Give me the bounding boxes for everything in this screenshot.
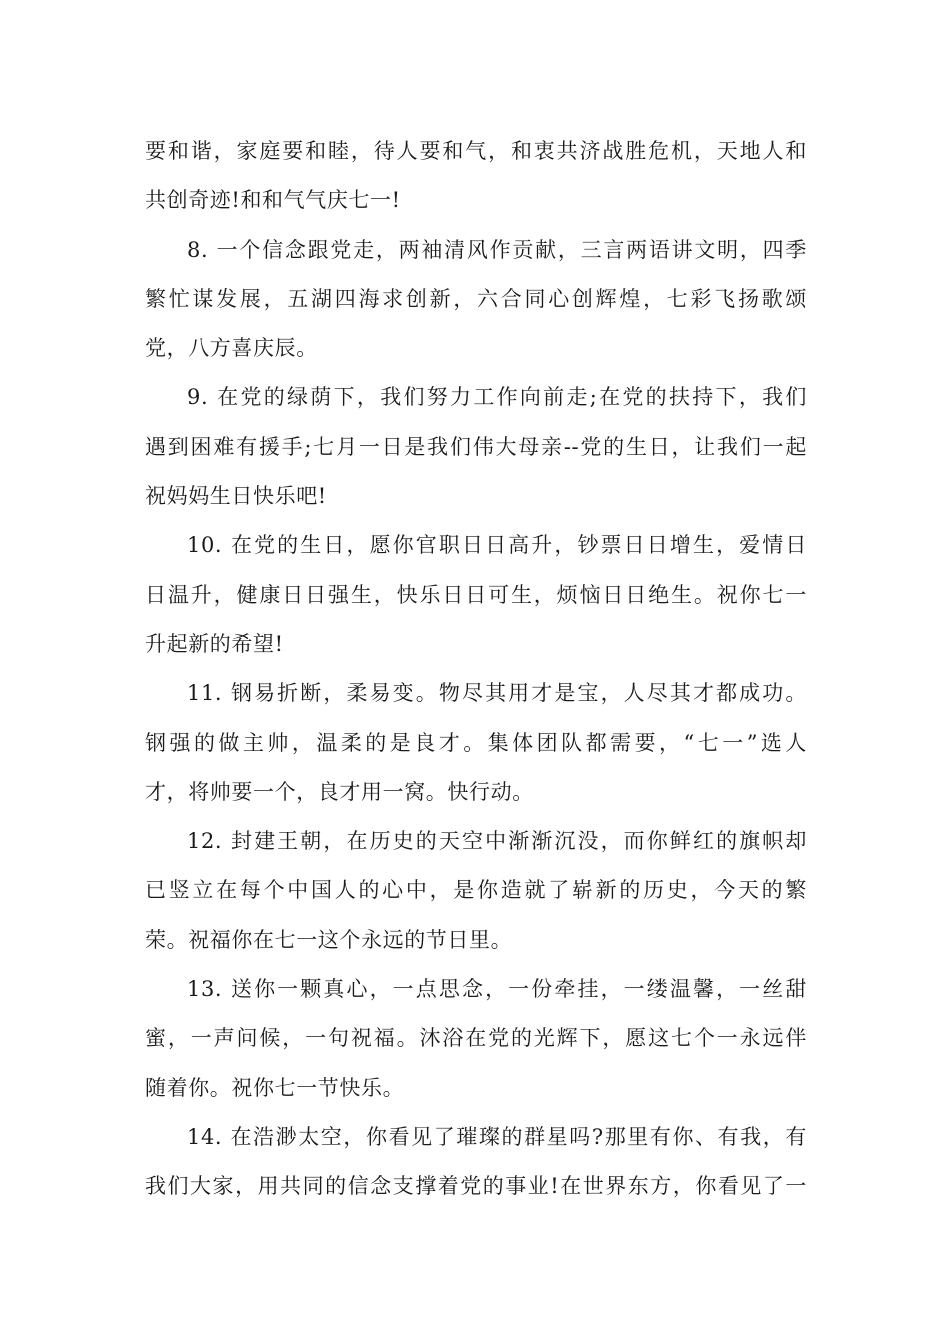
text-line: 我们大家，用共同的信念支撑着党的事业!在世界东方，你看见了一 [145,1174,807,1199]
text-line: 共创奇迹!和和气气庆七一! [145,188,401,213]
paragraph [145,521,807,669]
text-line: 随着你。祝你七一节快乐。 [145,1075,405,1100]
text-line: 9. 在党的绿荫下，我们努力工作向前走;在党的扶持下，我们 [187,385,807,410]
text-line: 12. 封建王朝，在历史的天空中渐渐沉没，而你鲜红的旗帜却 [187,829,807,854]
text-line: 11. 钢易折断，柔易变。物尽其用才是宝，人尽其才都成功。 [187,681,807,706]
text-line: 日温升，健康日日强生，快乐日日可生，烦恼日日绝生。祝你七一 [145,582,807,607]
text-line: 钢强的做主帅，温柔的是良才。集体团队都需要，“七一”选人 [145,730,807,755]
document-body [145,127,807,1212]
text-line: 遇到困难有援手;七月一日是我们伟大母亲--党的生日，让我们一起 [145,434,807,459]
paragraph [145,817,807,965]
text-line: 祝妈妈生日快乐吧! [145,484,327,509]
paragraph [145,226,807,374]
text-line: 党，八方喜庆辰。 [145,336,318,361]
paragraph [145,373,807,521]
text-line: 10. 在党的生日，愿你官职日日高升，钞票日日增生，爱情日 [187,533,807,558]
text-line: 要和谐，家庭要和睦，待人要和气，和衷共济战胜危机，天地人和 [145,139,807,163]
text-line: 繁忙谋发展，五湖四海求创新，六合同心创辉煌，七彩飞扬歌颂 [145,286,807,311]
text-line: 已竖立在每个中国人的心中，是你造就了崭新的历史，今天的繁 [145,878,807,903]
text-line: 升起新的希望! [145,631,284,656]
paragraph [145,965,807,1113]
paragraph [145,127,807,226]
text-line: 8. 一个信念跟党走，两袖清风作贡献，三言两语讲文明，四季 [187,237,807,262]
text-line: 蜜，一声问候，一句祝福。沐浴在党的光辉下，愿这七个一永远伴 [145,1026,807,1051]
paragraph [145,1113,807,1212]
text-line: 荣。祝福你在七一这个永远的节日里。 [145,927,513,952]
text-line: 13. 送你一颗真心，一点思念，一份牵挂，一缕温馨，一丝甜 [187,977,807,1002]
text-line: 才，将帅要一个，良才用一窝。快行动。 [145,779,534,804]
text-line: 14. 在浩渺太空，你看见了璀璨的群星吗?那里有你、有我，有 [187,1124,807,1149]
paragraph [145,669,807,817]
